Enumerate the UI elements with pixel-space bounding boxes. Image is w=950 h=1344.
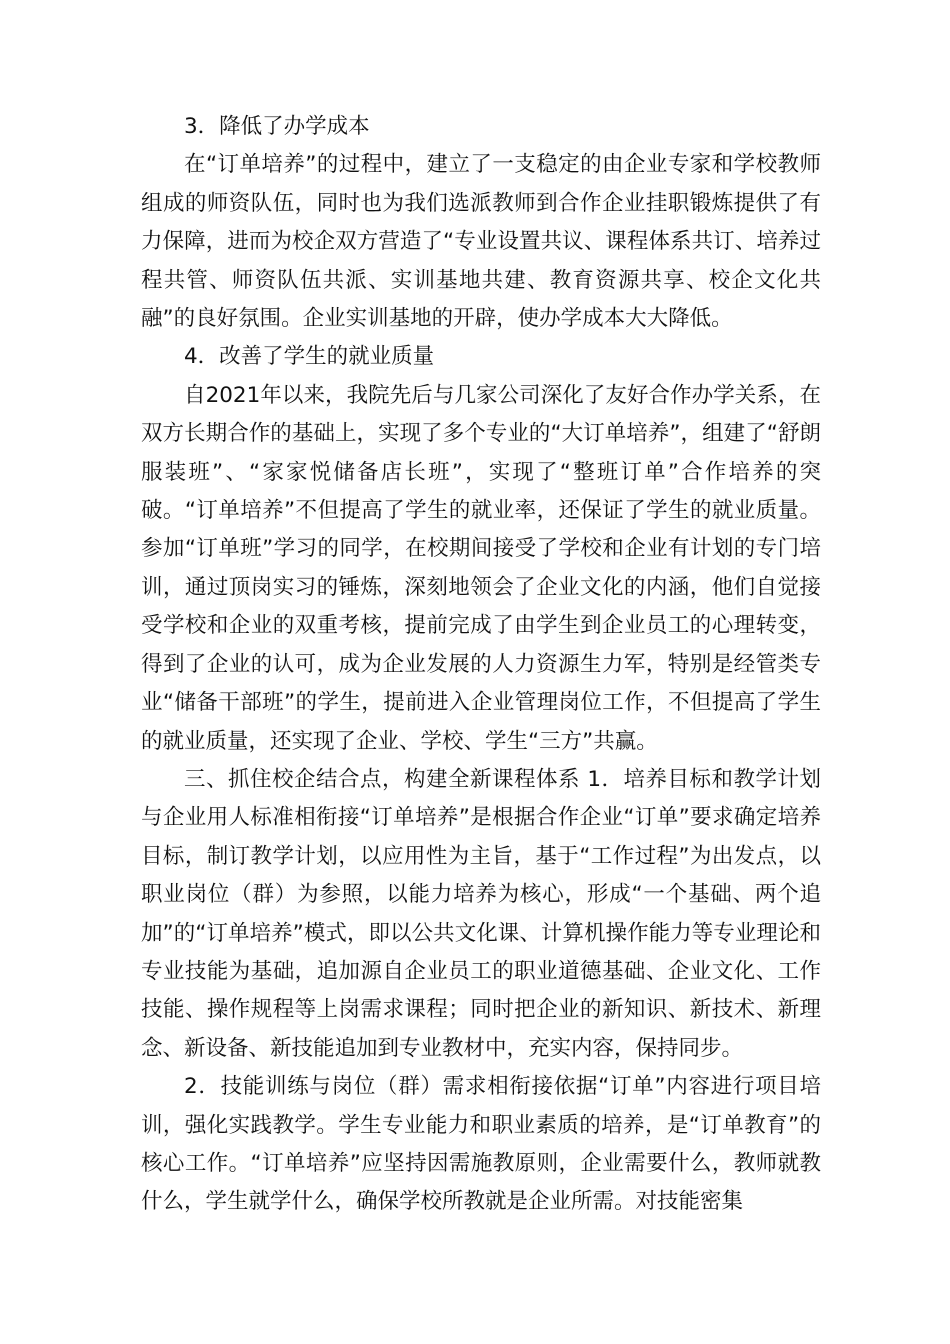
section-heading-4: 4．改善了学生的就业质量 [184, 344, 435, 370]
paragraph-curriculum: 三、抓住校企结合点，构建全新课程体系 1．培养目标和教学计划与企业用人标准相衔接“订单培养”是根据合作企业“订单”要求确定培养目标，制订教学计划，以应用性为主旨，基于“工作过程”为出发点，以职业岗位（群）为参照，以能力培养为核心，形成“一个基础、两个追加”的“订单培养”模式，即以公共文化课、计算机操作能力等专业理论和专业技能为基础，追加源自企业员工的职业道德基础、企业文化、工作技能、操作规程等上岗需求课程；同时把企业的新知识、新技术、新理念、新设备、新技能追加到专业教材中，充实内容，保持同步。 [141, 766, 821, 1061]
section-heading-3: 3．降低了办学成本 [184, 114, 370, 139]
paragraph-skills: 2．技能训练与岗位（群）需求相衔接依据“订单”内容进行项目培训，强化实践教学。学生专业能力和职业素质的培养，是“订单教育”的核心工作。“订单培养”应坚持因需施教原则，企业需要什么，教师就教什么，学生就学什么，确保学校所教就是企业所需。对技能密集 [141, 1074, 821, 1215]
paragraph-employment: 自2021年以来，我院先后与几家公司深化了友好合作办学关系，在双方长期合作的基础上，实现了多个专业的“大订单培养”，组建了“舒朗服装班”、“家家悦储备店长班”，实现了“整班订单”合作培养的突破。“订单培养”不但提高了学生的就业率，还保证了学生的就业质量。参加“订单班”学习的同学，在校期间接受了学校和企业有计划的专门培训，通过顶岗实习的锤炼，深刻地领会了企业文化的内涵，他们自觉接受学校和企业的双重考核，提前完成了由学生到企业员工的心理转变，得到了企业的认可，成为企业发展的人力资源生力军，特别是经管类专业“储备干部班”的学生，提前进入企业管理岗位工作，不但提高了学生的就业质量，还实现了企业、学校、学生“三方”共赢。 [141, 382, 821, 754]
paragraph-cost: 在“订单培养”的过程中，建立了一支稳定的由企业专家和学校教师组成的师资队伍，同时也为我们选派教师到合作企业挂职锻炼提供了有力保障，进而为校企双方营造了“专业设置共议、课程体系共订、培养过程共管、师资队伍共派、实训基地共建、教育资源共享、校企文化共融”的良好氛围。企业实训基地的开辟，使办学成本大大降低。 [141, 152, 821, 332]
body-text [141, 108, 821, 1222]
